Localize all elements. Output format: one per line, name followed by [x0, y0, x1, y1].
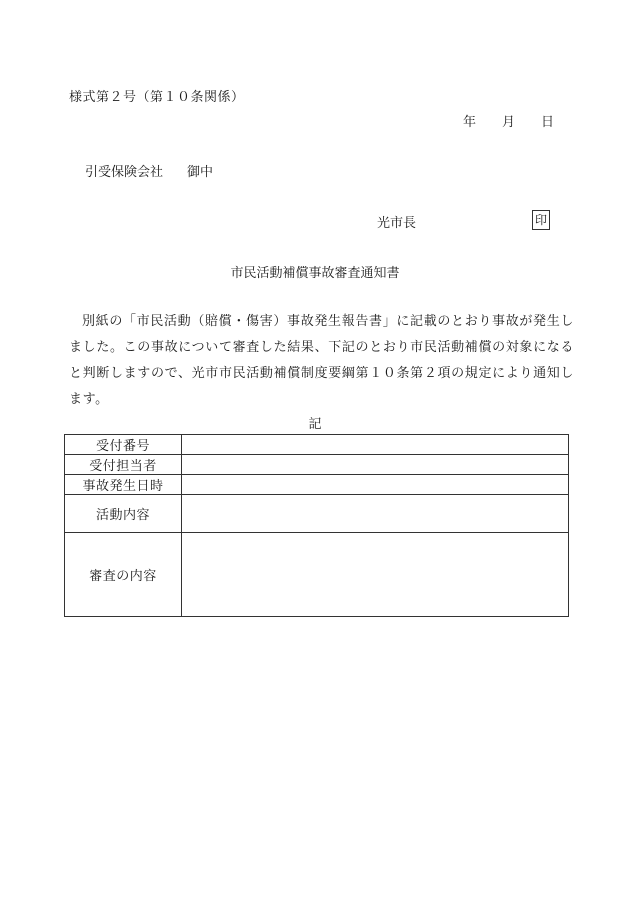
table-row [65, 455, 569, 475]
row-label-review-content: 審査の内容 [65, 533, 182, 617]
details-table [64, 434, 569, 617]
row-label-reception-number: 受付番号 [65, 435, 182, 455]
table-row [65, 475, 569, 495]
table-row [65, 533, 569, 617]
row-value-reception-number[interactable] [182, 435, 569, 455]
row-label-activity-content: 活動内容 [65, 495, 182, 533]
ki-heading: 記 [308, 417, 322, 432]
date-year-label: 年 [463, 115, 477, 130]
document-title: 市民活動補償事故審査通知書 [230, 266, 400, 281]
recipient [85, 161, 213, 180]
date-month-label: 月 [502, 115, 516, 130]
row-value-activity-content[interactable] [182, 495, 569, 533]
date-line [463, 111, 554, 130]
row-value-review-content[interactable] [182, 533, 569, 617]
form-number: 様式第２号（第１０条関係） [69, 90, 245, 105]
table-row [65, 495, 569, 533]
body-paragraph: 別紙の「市民活動（賠償・傷害）事故発生報告書」に記載のとおり事故が発生しました。この事故について審査した結果、下記のとおり市民活動補償の対象になると判断しますので、光市市民活動補償制度要綱第１０条第２項の規定により通知します。 [69, 314, 574, 407]
issuer-name: 光市長 [377, 216, 417, 231]
date-day-label: 日 [541, 115, 555, 130]
row-label-accident-datetime: 事故発生日時 [65, 475, 182, 495]
seal-stamp-box: 印 [532, 210, 550, 230]
row-value-reception-staff[interactable] [182, 455, 569, 475]
recipient-name: 引受保険会社 [85, 165, 164, 180]
table-row [65, 435, 569, 455]
recipient-honorific: 御中 [187, 165, 214, 180]
row-value-accident-datetime[interactable] [182, 475, 569, 495]
row-label-reception-staff: 受付担当者 [65, 455, 182, 475]
